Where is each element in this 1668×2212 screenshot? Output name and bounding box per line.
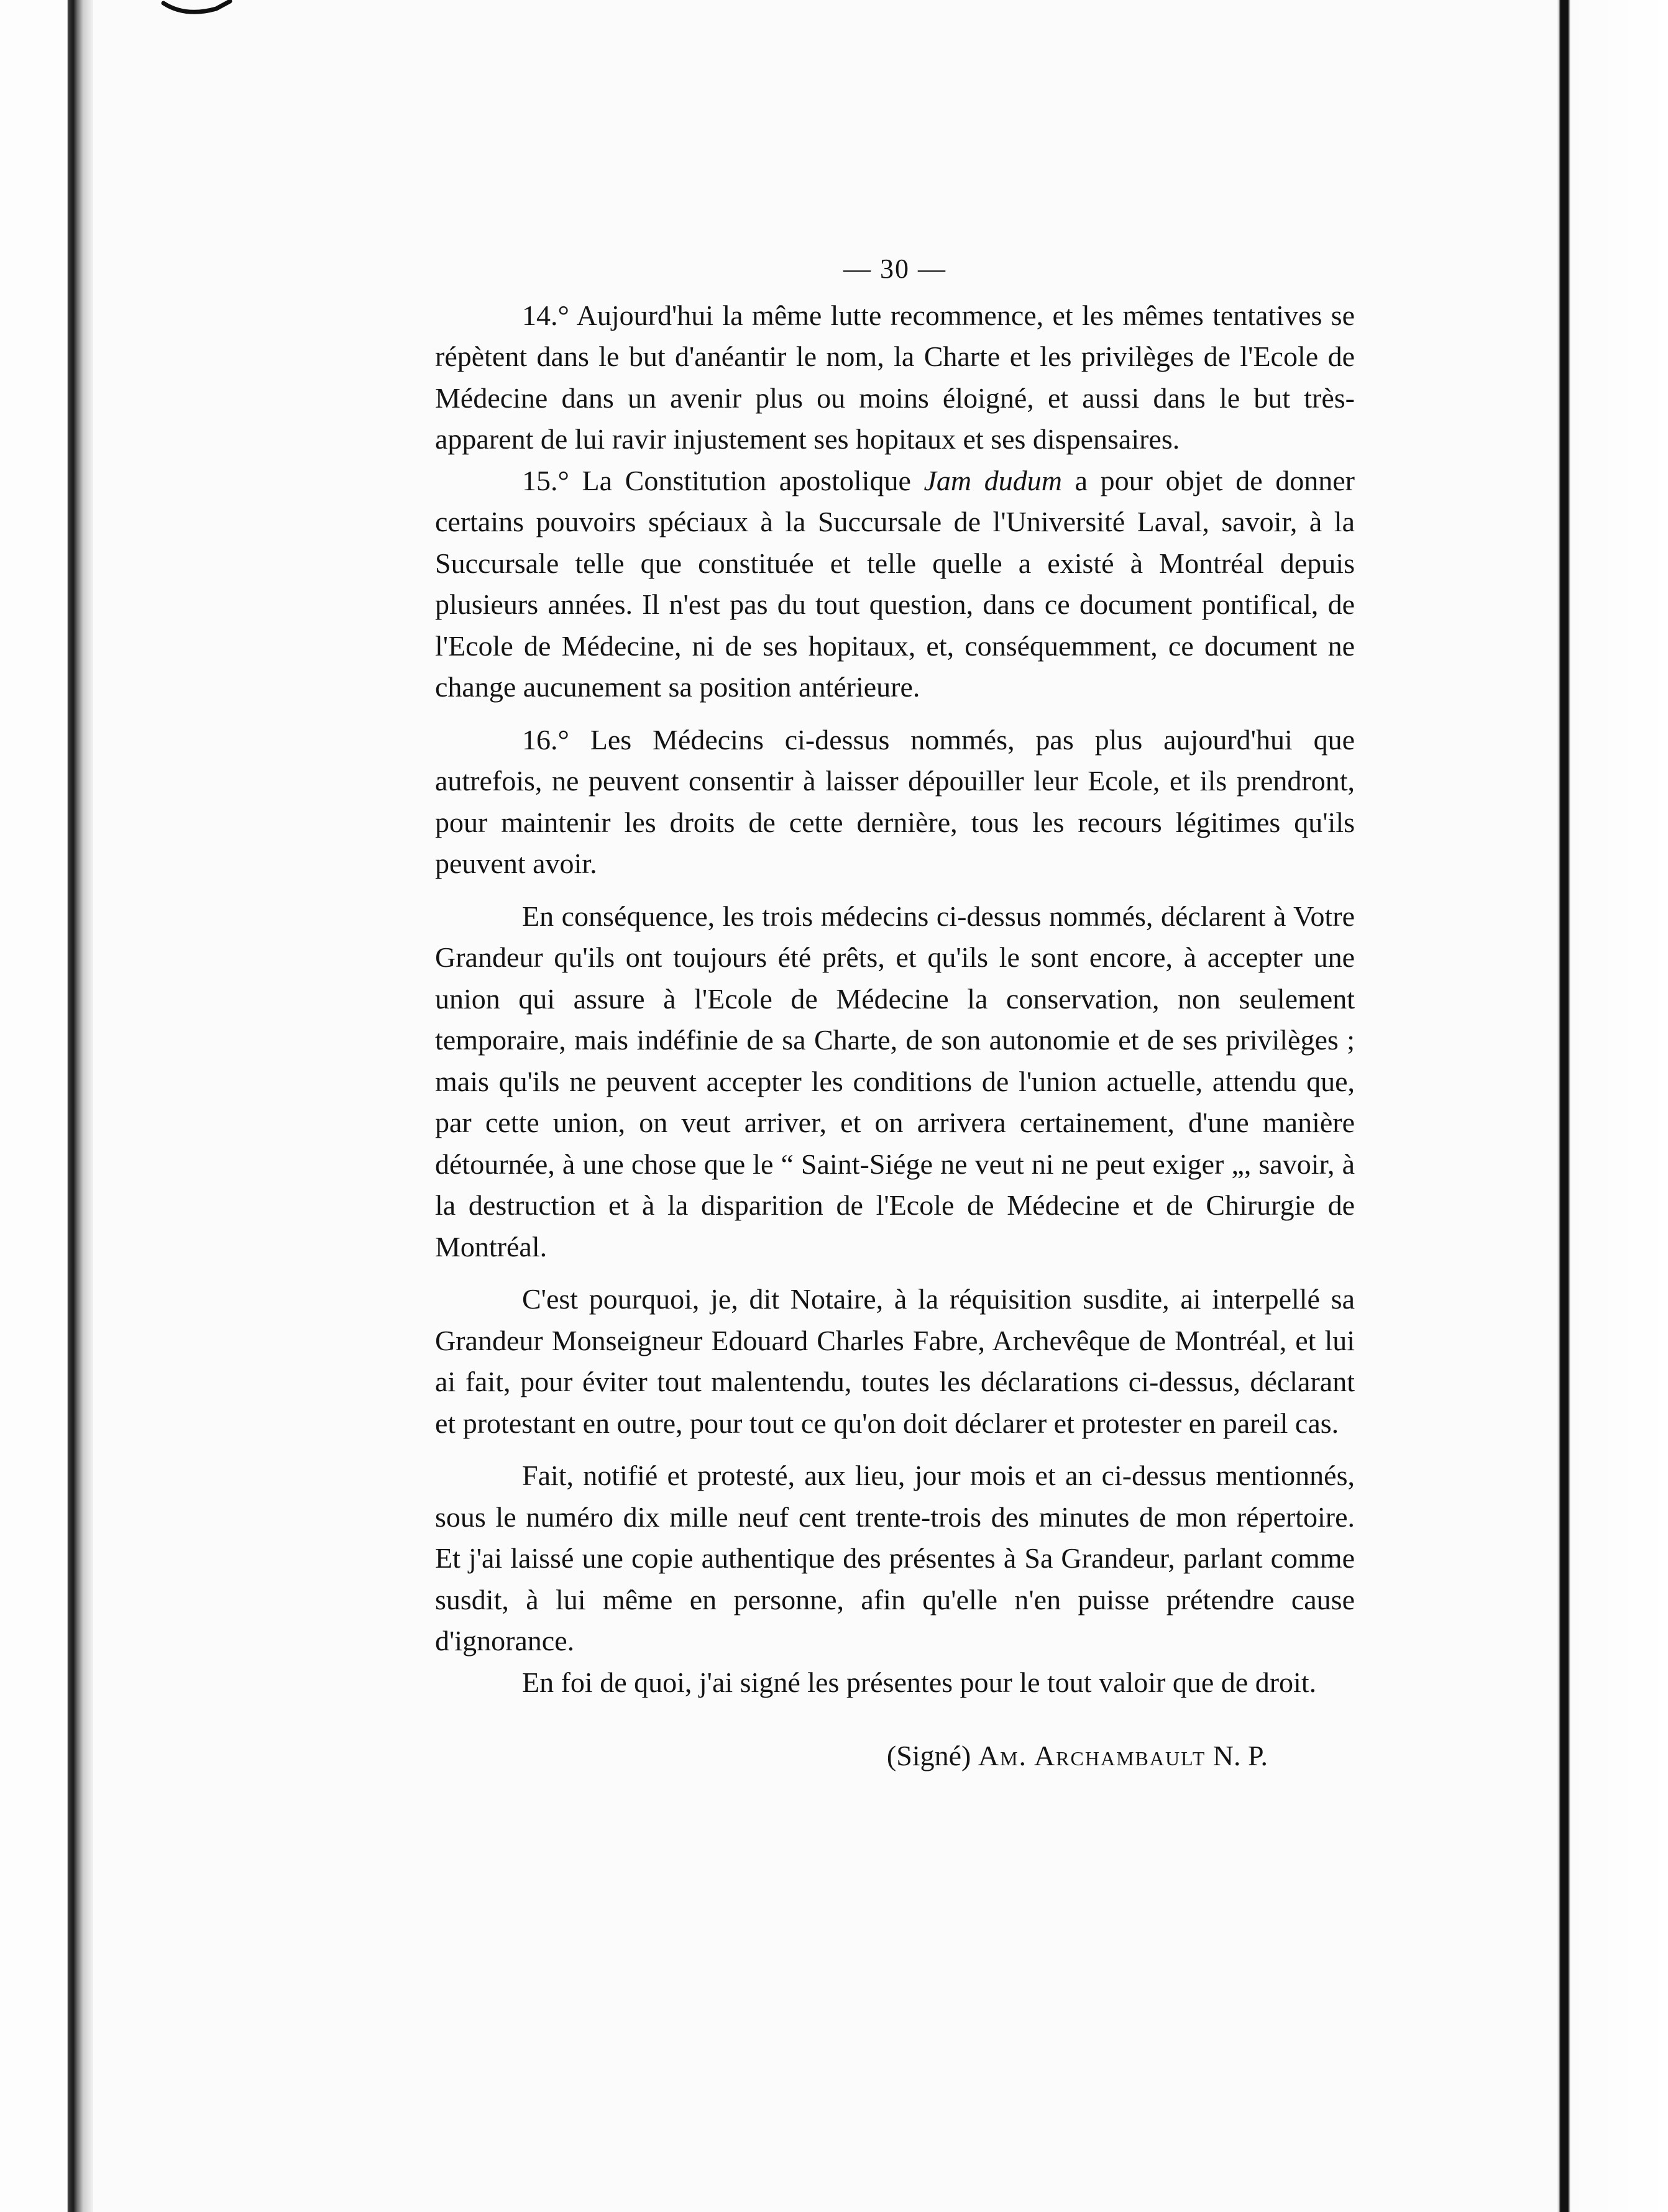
binding-gutter <box>1557 0 1668 2212</box>
paragraph-15 <box>435 460 1355 708</box>
signature-line <box>435 1735 1355 1777</box>
signature-name: Am. Archambault <box>978 1740 1206 1771</box>
paragraph-consequence: En conséquence, les trois médecins ci-dessus nommés, déclarent à Votre Grandeur qu'ils ont toujours été prêts, et qu'ils le sont encore, à accepter une union qui assure à l'Ecole de Médecine la conservation, non seulement temporaire, mais indéfinie de sa Charte, de son autonomie et de ses privilèges ; mais qu'ils ne peuvent accepter les conditions de l'union actuelle, attendu que, par cette union, on veut arriver, et on arrivera certainement, d'une manière détournée, à une chose que le “ Saint-Siége ne veut ni ne peut exiger „, savoir, à la destruction et à la disparition de l'Ecole de Médecine et de Chirurgie de Montréal. <box>435 900 1355 1263</box>
paragraph-16: 16.° Les Médecins ci-dessus nommés, pas plus aujourd'hui que autrefois, ne peuvent consentir à laisser dépouiller leur Ecole, et ils prendront, pour maintenir les droits de cette dernière, tous les recours légitimes qu'ils peuvent avoir. <box>435 723 1355 879</box>
paragraph-closing: En foi de quoi, j'ai signé les présentes pour le tout valoir que de droit. <box>522 1666 1317 1698</box>
paragraph-14: 14.° Aujourd'hui la même lutte recommence, et les mêmes tentatives se répètent dans le but d'anéantir le nom, la Charte et les privilèges de l'Ecole de Médecine dans un avenir plus ou moins éloigné, et aussi dans le but très-apparent de lui ravir injustement ses hopitaux et ses dispensaires. <box>435 299 1355 455</box>
ink-mark <box>160 0 235 19</box>
paragraph-15-italic-title: Jam dudum <box>923 464 1062 496</box>
paragraph-15-start: 15.° La Constitution apostolique <box>522 464 924 496</box>
microfilm-left-edge <box>0 0 93 2212</box>
paragraph-notification: Fait, notifié et protesté, aux lieu, jour mois et an ci-dessus mentionnés, sous le numéro dix mille neuf cent trente-trois des minutes de mon répertoire. Et j'ai laissé une copie authentique des présentes à Sa Grandeur, parlant comme susdit, à lui même en personne, afin qu'elle n'en puisse prétendre cause d'ignorance. <box>435 1460 1355 1657</box>
paragraph-interpellation: C'est pourquoi, je, dit Notaire, à la réquisition susdite, ai interpellé sa Grandeur Monseigneur Edouard Charles Fabre, Archevêque de Montréal, et lui ai fait, pour éviter tout malentendu, toutes les déclarations ci-dessus, déclarant et protestant en outre, pour tout ce qu'on doit déclarer et protester en pareil cas. <box>435 1283 1355 1439</box>
page-number: — 30 — <box>843 254 946 284</box>
signature-suffix: N. P. <box>1206 1740 1268 1771</box>
paragraph-15-rest: a pour objet de donner certains pouvoirs spéciaux à la Succursale de l'Université Laval, savoir, à la Succursale telle que constituée et telle quelle a existé à Montréal depuis plusieurs années. Il n'est pas du tout question, dans ce document pontifical, de l'Ecole de Médecine, ni de ses hopitaux, et, conséquemment, ce document ne change aucunement sa position antérieure. <box>435 464 1355 703</box>
body-text <box>435 249 1355 1806</box>
signature-prefix: (Signé) <box>886 1740 978 1771</box>
